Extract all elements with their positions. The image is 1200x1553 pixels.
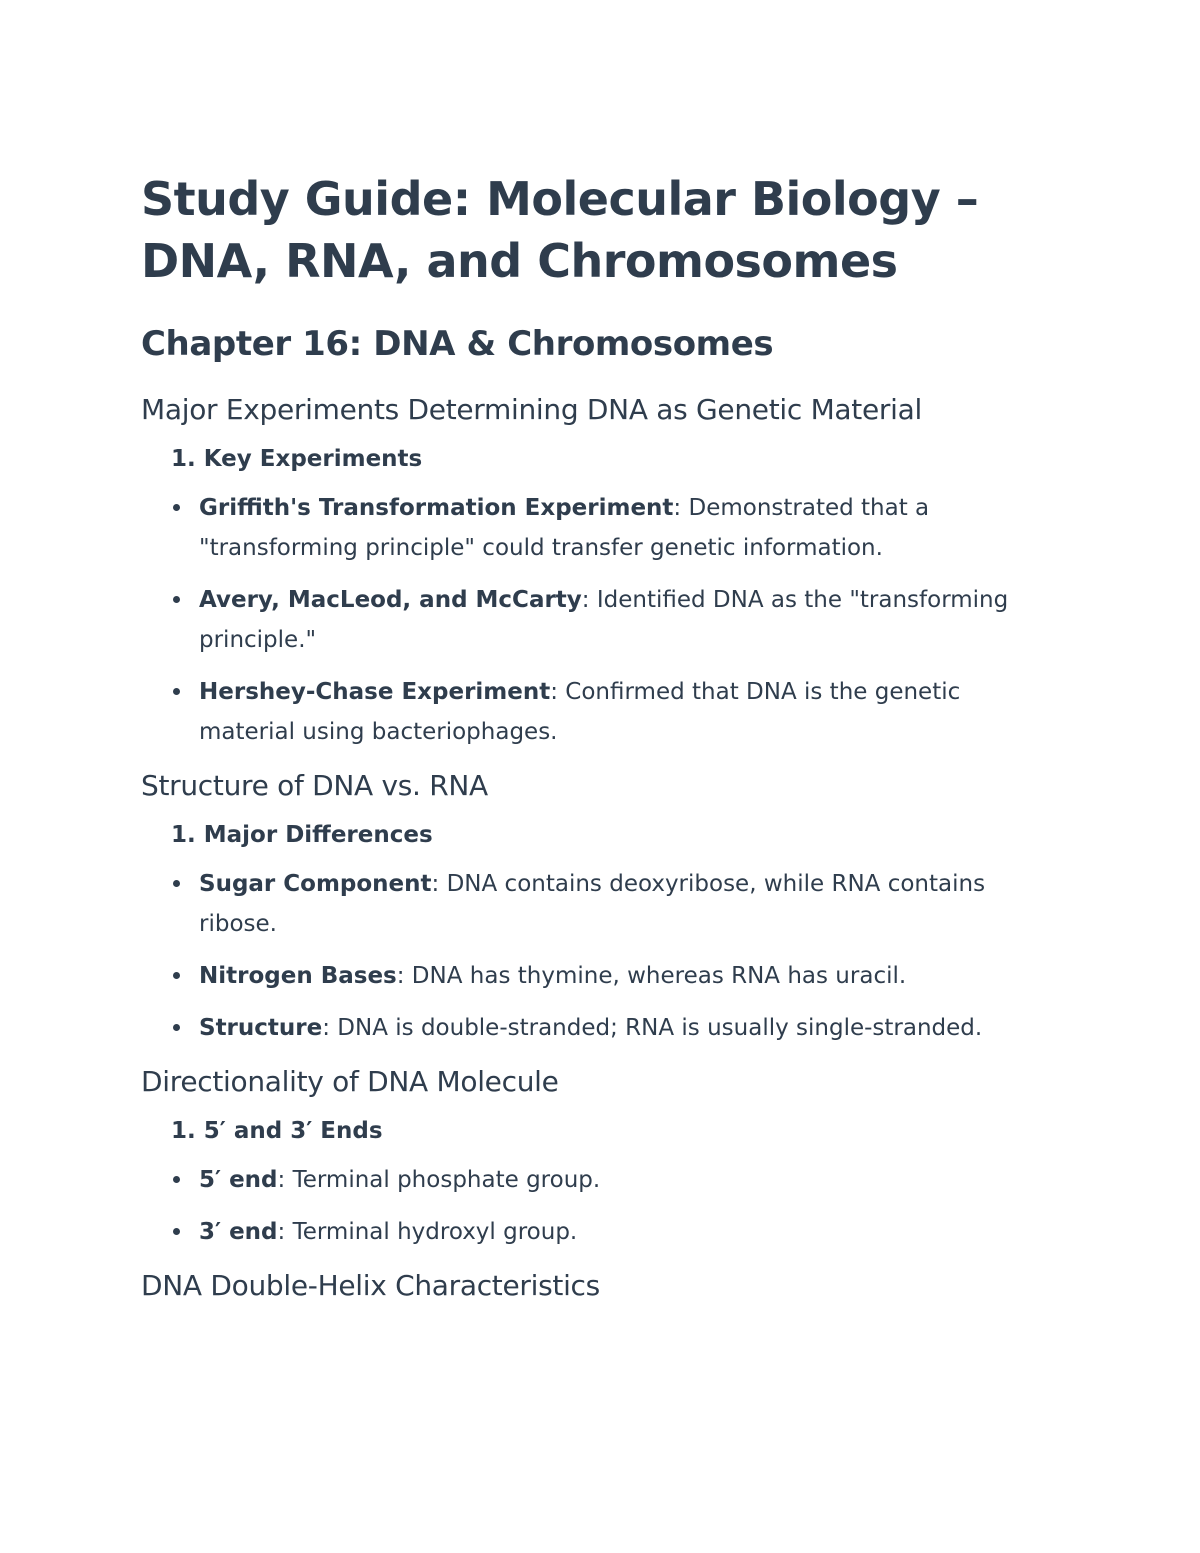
bullet-text: DNA has thymine, whereas RNA has uracil. bbox=[404, 963, 907, 989]
bullet-sep: : bbox=[550, 679, 558, 705]
bullet-term: Sugar Component bbox=[199, 871, 432, 897]
bullet-sep: : bbox=[277, 1219, 286, 1245]
list-item bbox=[171, 444, 1061, 474]
numbered-list bbox=[141, 444, 1061, 474]
list-number: 1. bbox=[171, 446, 196, 472]
section-heading: Structure of DNA vs. RNA bbox=[141, 769, 488, 802]
list-number: 1. bbox=[171, 1118, 196, 1144]
document-page bbox=[141, 168, 1061, 1306]
bullet-item bbox=[171, 1160, 1061, 1200]
bullet-text: DNA is double-stranded; RNA is usually single-stranded. bbox=[329, 1015, 983, 1041]
bullet-text: Demonstrated that a "transforming principle" could transfer genetic information. bbox=[199, 495, 930, 561]
bullet-sep: : bbox=[581, 587, 590, 613]
list-title: 5′ and 3′ Ends bbox=[203, 1118, 383, 1144]
section-structure bbox=[141, 766, 1061, 1048]
list-item bbox=[171, 820, 1061, 850]
list-item bbox=[171, 1116, 1061, 1146]
section-experiments bbox=[141, 390, 1061, 752]
bullet-item bbox=[171, 1008, 1061, 1048]
bullet-sep: : bbox=[277, 1167, 286, 1193]
bullet-list bbox=[141, 1160, 1061, 1252]
bullet-item bbox=[171, 672, 1061, 752]
bullet-list bbox=[141, 864, 1061, 1048]
bullet-sep: : bbox=[396, 963, 405, 989]
bullet-text: Terminal phosphate group. bbox=[285, 1167, 601, 1193]
section-heading: Directionality of DNA Molecule bbox=[141, 1065, 559, 1098]
section-heading: DNA Double-Helix Characteristics bbox=[141, 1269, 600, 1302]
bullet-text: Identified DNA as the "transforming principle." bbox=[199, 587, 1009, 653]
bullet-term: Nitrogen Bases bbox=[199, 963, 397, 989]
numbered-list bbox=[141, 820, 1061, 850]
bullet-term: Griffith's Transformation Experiment bbox=[199, 495, 674, 521]
bullet-term: Structure bbox=[199, 1015, 323, 1041]
bullet-item bbox=[171, 1212, 1061, 1252]
list-title: Major Differences bbox=[203, 822, 433, 848]
bullet-sep: : bbox=[431, 871, 440, 897]
bullet-sep: : bbox=[322, 1015, 330, 1041]
bullet-item bbox=[171, 864, 1061, 944]
document-title: Study Guide: Molecular Biology – DNA, RNA, and Chromosomes bbox=[141, 172, 979, 288]
bullet-text: Terminal hydroxyl group. bbox=[285, 1219, 578, 1245]
bullet-text: Confirmed that DNA is the genetic material using bacteriophages. bbox=[199, 679, 961, 745]
bullet-term: 3′ end bbox=[199, 1219, 278, 1245]
numbered-list bbox=[141, 1116, 1061, 1146]
bullet-item bbox=[171, 488, 1061, 568]
list-number: 1. bbox=[171, 822, 196, 848]
bullet-text: DNA contains deoxyribose, while RNA contains ribose. bbox=[199, 871, 986, 937]
bullet-term: Hershey-Chase Experiment bbox=[199, 679, 551, 705]
bullet-sep: : bbox=[673, 495, 682, 521]
section-directionality bbox=[141, 1062, 1061, 1252]
list-title: Key Experiments bbox=[203, 446, 423, 472]
bullet-term: Avery, MacLeod, and McCarty bbox=[199, 587, 582, 613]
section-double-helix bbox=[141, 1266, 1061, 1306]
bullet-item bbox=[171, 956, 1061, 996]
chapter-heading: Chapter 16: DNA & Chromosomes bbox=[141, 324, 774, 364]
bullet-term: 5′ end bbox=[199, 1167, 278, 1193]
section-heading: Major Experiments Determining DNA as Genetic Material bbox=[141, 393, 922, 426]
bullet-item bbox=[171, 580, 1061, 660]
bullet-list bbox=[141, 488, 1061, 752]
